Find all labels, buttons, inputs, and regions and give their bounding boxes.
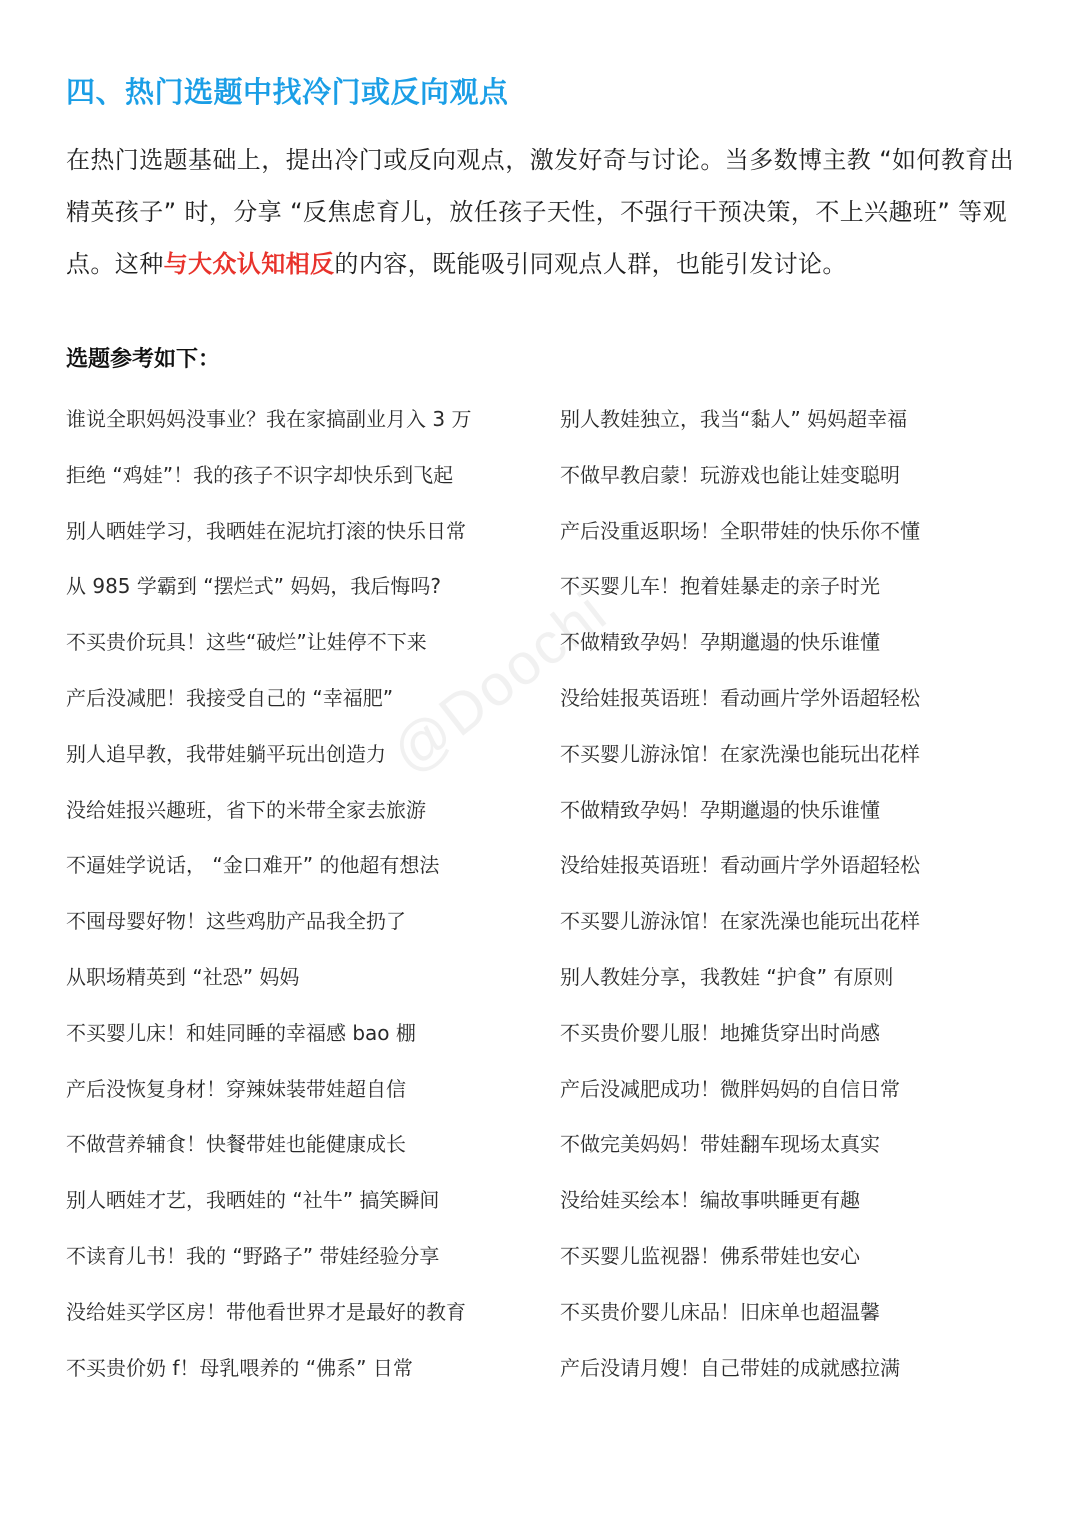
topic-item: 没给娃报英语班！看动画片学外语超轻松 <box>560 685 920 710</box>
topic-item: 不买贵价婴儿服！地摊货穿出时尚感 <box>560 1020 880 1045</box>
topic-item: 不做早教启蒙！玩游戏也能让娃变聪明 <box>560 462 900 487</box>
topic-item: 没给娃买学区房！带他看世界才是最好的教育 <box>66 1299 466 1324</box>
topic-item: 别人追早教，我带娃躺平玩出创造力 <box>66 741 386 766</box>
topic-list <box>66 392 1026 1396</box>
section-title: 四、热门选题中找冷门或反向观点 <box>66 75 509 109</box>
intro-highlight: 与大众认知相反 <box>163 250 335 278</box>
topic-item: 谁说全职妈妈没事业？我在家搞副业月入 3 万 <box>66 407 472 431</box>
topic-item: 从 985 学霸到 “摆烂式” 妈妈，我后悔吗? <box>66 574 441 599</box>
topic-item: 不逼娃学说话， “金口难开” 的他超有想法 <box>66 853 440 878</box>
topic-item: 不买婴儿车！抱着娃暴走的亲子时光 <box>560 574 880 599</box>
topic-item: 不买婴儿游泳馆！在家洗澡也能玩出花样 <box>560 909 920 934</box>
intro-paragraph <box>66 134 1026 290</box>
topic-item: 不囤母婴好物！这些鸡肋产品我全扔了 <box>66 909 406 934</box>
topic-item: 别人教娃独立，我当“黏人” 妈妈超幸福 <box>560 407 908 431</box>
topic-item: 不买婴儿监视器！佛系带娃也安心 <box>560 1243 860 1268</box>
topic-item: 不买贵价玩具！这些“破烂”让娃停不下来 <box>66 630 427 655</box>
topic-item: 不做完美妈妈！带娃翻车现场太真实 <box>560 1132 880 1157</box>
topic-item: 不买贵价奶 f！母乳喂养的 “佛系” 日常 <box>66 1355 413 1380</box>
topic-item: 不买婴儿游泳馆！在家洗澡也能玩出花样 <box>560 741 920 766</box>
intro-text-after: 的内容，既能吸引同观点人群，也能引发讨论。 <box>334 250 847 278</box>
topic-item: 产后没减肥！我接受自己的 “幸福肥” <box>66 685 394 710</box>
topic-item: 没给娃报英语班！看动画片学外语超轻松 <box>560 853 920 878</box>
topic-item: 别人教娃分享，我教娃 “护食” 有原则 <box>560 964 894 989</box>
topic-item: 不做营养辅食！快餐带娃也能健康成长 <box>66 1132 406 1157</box>
topic-item: 产后没恢复身材！穿辣妹装带娃超自信 <box>66 1076 406 1101</box>
intro-text-before: 在热门选题基础上，提出冷门或反向观点，激发好奇与讨论。当多数博主教 “如何教育出精英孩子” 时，分享 “反焦虑育儿，放任孩子天性，不强行干预决策，不上兴趣班” 等观点。这种 <box>66 146 1015 278</box>
topic-item: 从职场精英到 “社恐” 妈妈 <box>66 964 300 989</box>
topic-item: 没给娃买绘本！编故事哄睡更有趣 <box>560 1188 860 1213</box>
topic-item: 别人晒娃才艺，我晒娃的 “社牛” 搞笑瞬间 <box>66 1188 440 1213</box>
topic-item: 拒绝 “鸡娃”！我的孩子不识字却快乐到飞起 <box>66 462 454 487</box>
watermark: @Doochi <box>379 578 620 787</box>
topic-item: 不做精致孕妈！孕期邋遢的快乐谁懂 <box>560 630 880 655</box>
topic-item: 没给娃报兴趣班，省下的米带全家去旅游 <box>66 797 426 822</box>
topic-item: 不做精致孕妈！孕期邋遢的快乐谁懂 <box>560 797 880 822</box>
topic-item: 别人晒娃学习，我晒娃在泥坑打滚的快乐日常 <box>66 518 466 543</box>
topic-item: 产后没请月嫂！自己带娃的成就感拉满 <box>560 1355 900 1380</box>
topic-item: 不读育儿书！我的 “野路子” 带娃经验分享 <box>66 1243 440 1268</box>
topic-item: 产后没减肥成功！微胖妈妈的自信日常 <box>560 1076 900 1101</box>
reference-heading: 选题参考如下： <box>66 347 221 372</box>
topic-item: 不买婴儿床！和娃同睡的幸福感 bao 棚 <box>66 1020 416 1045</box>
topic-item: 产后没重返职场！全职带娃的快乐你不懂 <box>560 518 920 543</box>
topic-item: 不买贵价婴儿床品！旧床单也超温馨 <box>560 1299 880 1324</box>
